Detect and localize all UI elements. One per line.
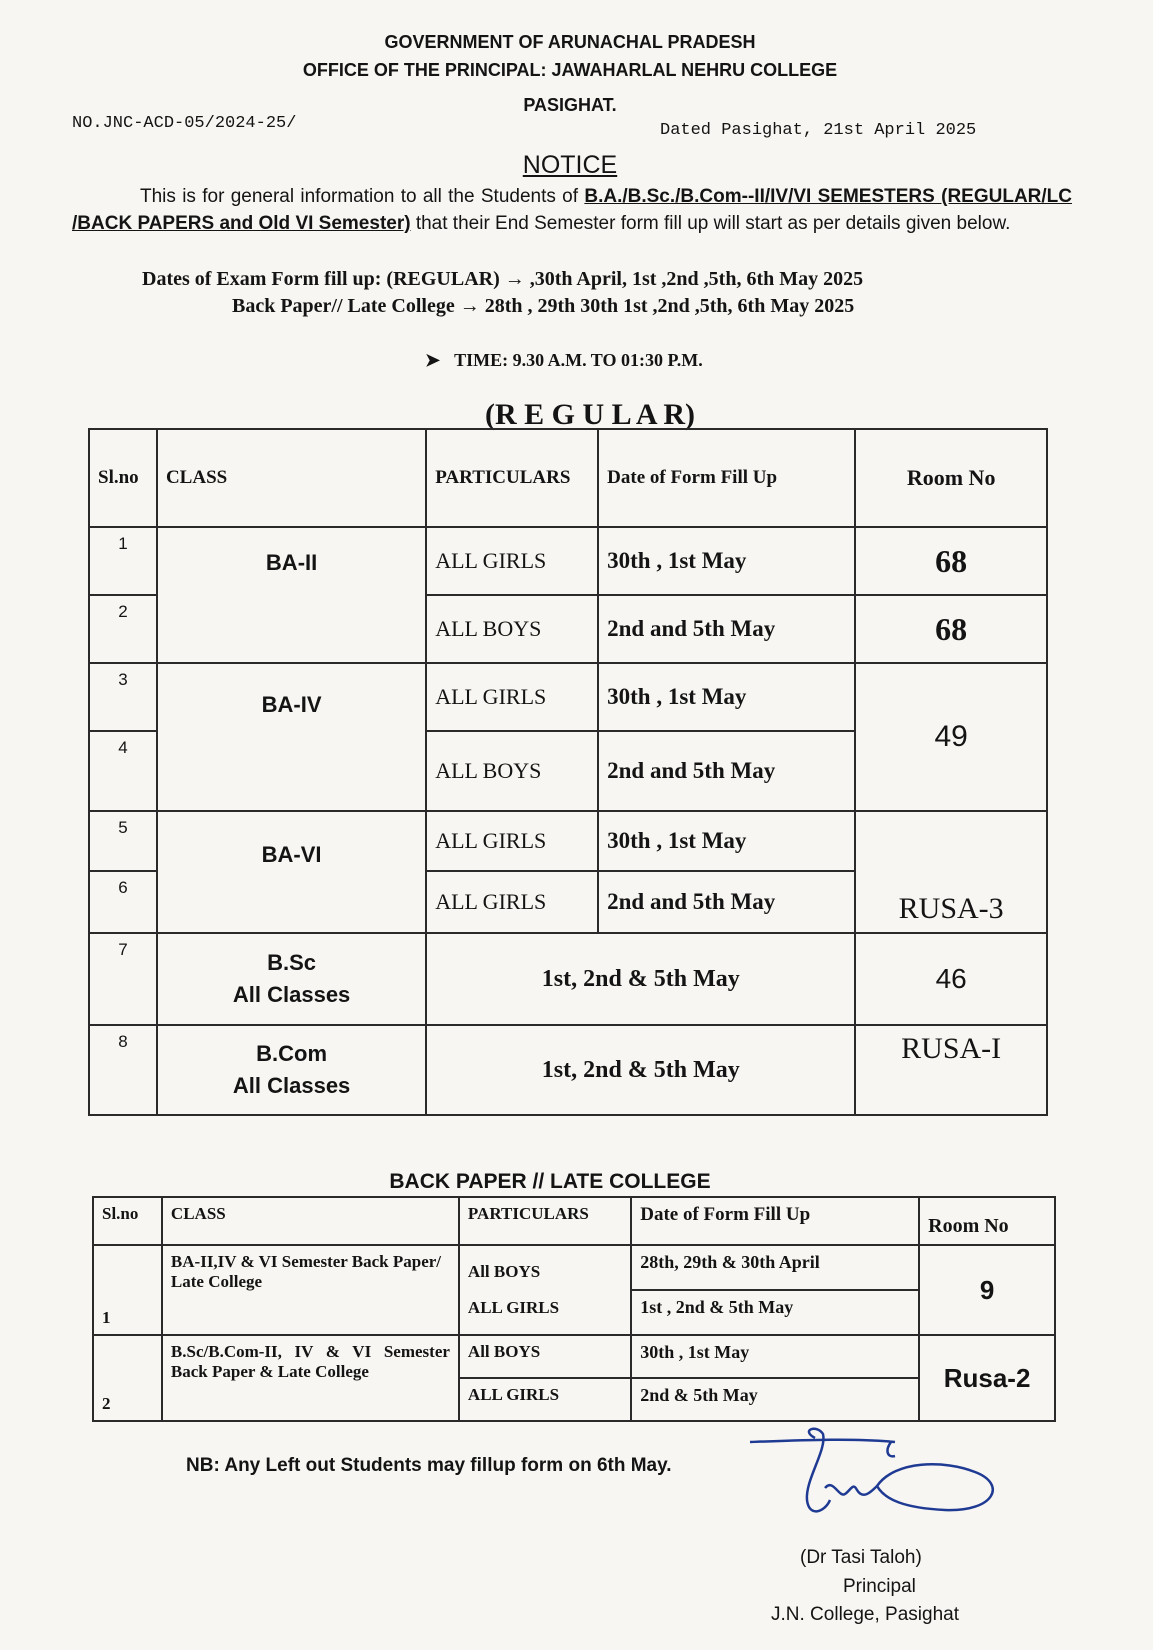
slno-cell: 3 [89, 663, 157, 731]
back-paper-dates: Back Paper// Late College → 28th , 29th 30th 1st ,2nd ,5th, 6th May 2025 [232, 295, 855, 317]
header-slno: Sl.no [89, 429, 157, 527]
class-line-2: All Classes [232, 982, 351, 1007]
slno-cell: 1 [89, 527, 157, 595]
header-room: Room No [919, 1197, 1055, 1245]
slno-cell: 8 [89, 1025, 157, 1115]
table-row [89, 1025, 1047, 1115]
regular-table [88, 428, 1048, 1116]
reference-number: NO.JNC-ACD-05/2024-25/ [72, 114, 297, 133]
signatory-office: J.N. College, Pasighat [771, 1604, 959, 1625]
table-row [89, 527, 1047, 595]
room-cell: RUSA-I [855, 1025, 1047, 1115]
header-date: Date of Form Fill Up [631, 1197, 919, 1245]
date-cell: 2nd and 5th May [598, 595, 855, 663]
room-cell: 49 [855, 663, 1047, 811]
slno-cell: 2 [93, 1335, 162, 1421]
particulars-cell: ALL BOYS [426, 731, 598, 811]
regular-title: (R E G U L A R) [484, 398, 696, 431]
header-line-1: GOVERNMENT OF ARUNACHAL PRADESH [384, 32, 756, 52]
table-row [89, 811, 1047, 871]
date-cell: 2nd and 5th May [598, 871, 855, 933]
time-text: TIME: 9.30 A.M. TO 01:30 P.M. [454, 350, 703, 370]
intro-part-1: This is for general information to all the Students of [140, 186, 585, 207]
table-row [93, 1335, 1055, 1378]
room-cell: 46 [855, 933, 1047, 1025]
slno-cell: 4 [89, 731, 157, 811]
class-line-1: B.Sc [267, 950, 317, 975]
intro-paragraph [72, 183, 1072, 237]
regular-dates: Dates of Exam Form fill up: (REGULAR) → ,30th April, 1st ,2nd ,5th, 6th May 2025 [142, 268, 864, 290]
room-cell: 68 [855, 595, 1047, 663]
slno-cell: 6 [89, 871, 157, 933]
signatory-designation: Principal [843, 1576, 916, 1597]
header-class: CLASS [162, 1197, 459, 1245]
date-cell: 30th , 1st May [598, 527, 855, 595]
class-line-1: B.Com [256, 1041, 328, 1066]
signature-image [745, 1420, 1025, 1540]
date-cell: 30th , 1st May [598, 811, 855, 871]
particulars-cell: ALL GIRLS [426, 663, 598, 731]
slno-cell: 7 [89, 933, 157, 1025]
room-cell: Rusa-2 [919, 1335, 1055, 1421]
class-cell [157, 1025, 426, 1115]
class-cell: BA-IV [157, 663, 426, 811]
particulars-cell: All BOYS [459, 1335, 631, 1378]
arrow-bullet-icon: ➤ [425, 350, 441, 370]
particulars-cell: ALL BOYS [426, 595, 598, 663]
notice-title: NOTICE [522, 151, 618, 179]
date-cell: 30th , 1st May [598, 663, 855, 731]
table-row [93, 1245, 1055, 1290]
particulars-cell [459, 1245, 631, 1335]
particulars-cell: ALL GIRLS [459, 1378, 631, 1421]
back-header-row [93, 1197, 1055, 1245]
slno-cell: 5 [89, 811, 157, 871]
class-cell: B.Sc/B.Com-II, IV & VI Semester Back Paper & Late College [162, 1335, 459, 1421]
back-paper-table [92, 1196, 1056, 1422]
slno-cell: 1 [93, 1245, 162, 1335]
header-particulars: PARTICULARS [459, 1197, 631, 1245]
date-cell: 1st , 2nd & 5th May [631, 1290, 919, 1335]
table-row [89, 663, 1047, 731]
table-row [89, 933, 1047, 1025]
date-cell: 2nd and 5th May [598, 731, 855, 811]
particulars-cell: ALL GIRLS [426, 871, 598, 933]
class-line-2: All Classes [232, 1073, 351, 1098]
date-cell: 30th , 1st May [631, 1335, 919, 1378]
header-line-3: PASIGHAT. [523, 95, 617, 115]
room-cell: 9 [919, 1245, 1055, 1335]
note-text: NB: Any Left out Students may fillup form on 6th May. [186, 1455, 672, 1476]
time-line [425, 350, 703, 371]
header-class: CLASS [157, 429, 426, 527]
class-cell: BA-II,IV & VI Semester Back Paper/ Late College [162, 1245, 459, 1335]
particulars-line-1: All BOYS [467, 1262, 541, 1281]
room-cell: RUSA-3 [855, 811, 1047, 933]
regular-header-row [89, 429, 1047, 527]
header-line-2: OFFICE OF THE PRINCIPAL: JAWAHARLAL NEHRU COLLEGE [302, 60, 838, 80]
header-room: Room No [855, 429, 1047, 527]
class-cell: BA-VI [157, 811, 426, 933]
slno-cell: 2 [89, 595, 157, 663]
date-cell: 1st, 2nd & 5th May [426, 933, 855, 1025]
header-date: Date of Form Fill Up [598, 429, 855, 527]
notice-date: Dated Pasighat, 21st April 2025 [660, 121, 977, 140]
date-cell: 28th, 29th & 30th April [631, 1245, 919, 1290]
particulars-line-2: ALL GIRLS [467, 1298, 560, 1317]
header-slno: Sl.no [93, 1197, 162, 1245]
room-cell: 68 [855, 527, 1047, 595]
particulars-cell: ALL GIRLS [426, 527, 598, 595]
class-cell [157, 933, 426, 1025]
date-cell: 2nd & 5th May [631, 1378, 919, 1421]
class-cell: BA-II [157, 527, 426, 663]
header-particulars: PARTICULARS [426, 429, 598, 527]
signatory-name: (Dr Tasi Taloh) [800, 1547, 922, 1568]
intro-semesters: B.A./B.Sc./B.Com--II/IV/VI SEMESTERS (REGULAR/LC /BACK PAPERS and Old VI Semester) [72, 186, 1072, 234]
intro-part-2: that their End Semester form fill up will start as per details given below. [410, 213, 1011, 234]
date-cell: 1st, 2nd & 5th May [426, 1025, 855, 1115]
back-paper-title: BACK PAPER // LATE COLLEGE [389, 1170, 711, 1193]
particulars-cell: ALL GIRLS [426, 811, 598, 871]
